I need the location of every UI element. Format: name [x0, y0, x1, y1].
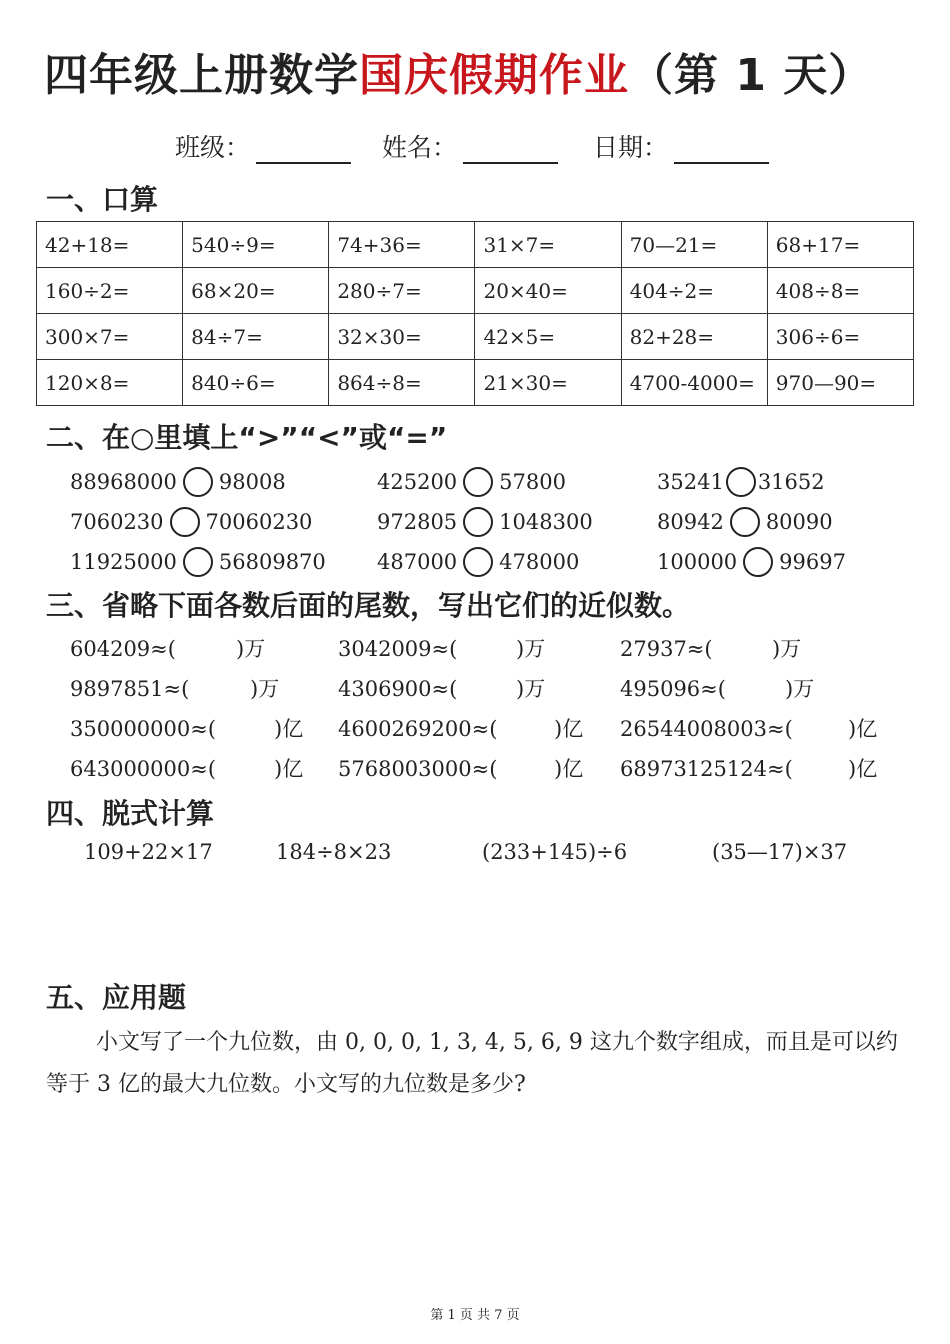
oral-cell: 31×7= — [475, 222, 621, 268]
approx-item — [338, 712, 497, 746]
approx-unit: )亿 — [554, 717, 584, 741]
approx-item — [620, 712, 793, 746]
approx-number: 495096≈( — [620, 677, 726, 701]
approx-number: 9897851≈( — [70, 677, 190, 701]
table-row — [37, 360, 914, 406]
approx-number: 4306900≈( — [338, 677, 458, 701]
approx-number: 68973125124≈( — [620, 757, 793, 781]
approx-item — [338, 632, 457, 666]
compare-item — [70, 505, 312, 539]
compare-item — [70, 545, 326, 579]
oral-cell: 32×30= — [329, 314, 475, 360]
compare-item — [657, 545, 846, 579]
oral-cell: 42×5= — [475, 314, 621, 360]
calc-problem: (35—17)×37 — [712, 840, 848, 864]
approx-item — [70, 672, 189, 706]
class-field — [175, 128, 351, 164]
oral-cell: 74+36= — [329, 222, 475, 268]
oral-cell: 408÷8= — [767, 268, 913, 314]
oral-cell: 404÷2= — [621, 268, 767, 314]
approx-item — [620, 632, 713, 666]
section-5-heading: 五、应用题 — [46, 981, 187, 1014]
approx-unit: )万 — [250, 677, 280, 701]
oral-cell: 68×20= — [183, 268, 329, 314]
approx-number: 27937≈( — [620, 637, 713, 661]
title-tail: （第 1 天） — [629, 50, 874, 101]
compare-item — [377, 465, 566, 499]
compare-left: 972805 — [377, 510, 458, 534]
date-blank[interactable] — [674, 134, 769, 164]
section-2-heading: 二、在○里填上“>”“<”或“=” — [46, 421, 448, 454]
date-field — [593, 128, 769, 164]
compare-circle[interactable] — [170, 507, 200, 537]
oral-cell: 4700-4000= — [621, 360, 767, 406]
compare-item — [377, 545, 579, 579]
oral-cell: 82+28= — [621, 314, 767, 360]
oral-cell: 42+18= — [37, 222, 183, 268]
approx-number: 3042009≈( — [338, 637, 458, 661]
compare-circle[interactable] — [463, 507, 493, 537]
oral-cell: 280÷7= — [329, 268, 475, 314]
compare-left: 11925000 — [70, 550, 177, 574]
compare-right: 57800 — [499, 470, 566, 494]
name-field — [382, 128, 558, 164]
compare-circle[interactable] — [463, 467, 493, 497]
compare-circle[interactable] — [726, 467, 756, 497]
compare-item — [70, 465, 286, 499]
compare-circle[interactable] — [730, 507, 760, 537]
compare-left: 487000 — [377, 550, 458, 574]
application-problem: 小文写了一个九位数，由 0, 0, 0, 1, 3, 4, 5, 6, 9 这九个数字组成，而且是可以约等于 3 亿的最大九位数。小文写的九位数是多少? — [46, 1030, 898, 1097]
approx-item — [620, 752, 793, 786]
compare-left: 80942 — [657, 510, 724, 534]
approx-unit: )万 — [516, 677, 546, 701]
oral-cell: 160÷2= — [37, 268, 183, 314]
compare-item — [657, 465, 825, 499]
student-info — [175, 128, 795, 168]
oral-cell: 70—21= — [621, 222, 767, 268]
table-row — [37, 222, 914, 268]
name-blank[interactable] — [463, 134, 558, 164]
page-title — [44, 46, 924, 106]
compare-item — [657, 505, 833, 539]
compare-right: 98008 — [218, 470, 286, 494]
approx-unit: )亿 — [848, 717, 878, 741]
approx-unit: )万 — [236, 637, 266, 661]
oral-cell: 300×7= — [37, 314, 183, 360]
date-label: 日期： — [593, 133, 669, 162]
compare-left: 7060230 — [70, 510, 164, 534]
compare-left: 100000 — [657, 550, 738, 574]
compare-right: 1048300 — [499, 510, 593, 534]
approx-item — [620, 672, 726, 706]
compare-left: 35241 — [657, 470, 724, 494]
oral-cell: 84÷7= — [183, 314, 329, 360]
approx-item — [338, 672, 457, 706]
approx-item — [70, 712, 216, 746]
compare-circle[interactable] — [183, 547, 213, 577]
compare-item — [377, 505, 593, 539]
approx-unit: )万 — [772, 637, 802, 661]
class-label: 班级： — [175, 133, 251, 162]
approx-number: 26544008003≈( — [620, 717, 793, 741]
oral-cell: 970—90= — [767, 360, 913, 406]
title-red: 国庆假期作业 — [359, 50, 629, 101]
name-label: 姓名： — [382, 133, 458, 162]
table-row — [37, 314, 914, 360]
page-footer: 第 1 页 共 7 页 — [430, 1308, 520, 1323]
approx-number: 643000000≈( — [70, 757, 217, 781]
calc-problem: (233+145)÷6 — [482, 840, 628, 864]
compare-right: 31652 — [757, 470, 825, 494]
approx-item — [70, 752, 216, 786]
oral-cell: 120×8= — [37, 360, 183, 406]
section-4-heading: 四、脱式计算 — [46, 797, 215, 830]
compare-left: 88968000 — [70, 470, 177, 494]
table-row — [37, 268, 914, 314]
approx-unit: )万 — [516, 637, 546, 661]
compare-left: 425200 — [377, 470, 458, 494]
compare-right: 478000 — [499, 550, 580, 574]
oral-cell: 864÷8= — [329, 360, 475, 406]
approx-item — [70, 632, 176, 666]
oral-calc-table — [36, 221, 914, 406]
oral-cell: 21×30= — [475, 360, 621, 406]
oral-cell: 68+17= — [767, 222, 913, 268]
approx-unit: )亿 — [848, 757, 878, 781]
oral-cell: 306÷6= — [767, 314, 913, 360]
compare-circle[interactable] — [463, 547, 493, 577]
calc-problem: 109+22×17 — [84, 840, 213, 864]
section-3-heading: 三、省略下面各数后面的尾数，写出它们的近似数。 — [46, 589, 691, 622]
approx-unit: )亿 — [554, 757, 584, 781]
approx-number: 4600269200≈( — [338, 717, 498, 741]
approx-number: 5768003000≈( — [338, 757, 498, 781]
approx-number: 350000000≈( — [70, 717, 217, 741]
approx-item — [338, 752, 497, 786]
oral-cell: 20×40= — [475, 268, 621, 314]
class-blank[interactable] — [256, 134, 351, 164]
approx-unit: )万 — [785, 677, 815, 701]
section-1-heading: 一、口算 — [46, 183, 159, 216]
compare-circle[interactable] — [183, 467, 213, 497]
compare-right: 56809870 — [218, 550, 326, 574]
compare-circle[interactable] — [743, 547, 773, 577]
approx-unit: )亿 — [274, 757, 304, 781]
oral-cell: 840÷6= — [183, 360, 329, 406]
compare-right: 99697 — [779, 550, 846, 574]
approx-number: 604209≈( — [70, 637, 176, 661]
compare-right: 70060230 — [205, 510, 313, 534]
approx-unit: )亿 — [274, 717, 304, 741]
oral-cell: 540÷9= — [183, 222, 329, 268]
calc-problem: 184÷8×23 — [276, 840, 392, 864]
title-black: 四年级上册数学 — [44, 50, 359, 101]
compare-right: 80090 — [765, 510, 833, 534]
